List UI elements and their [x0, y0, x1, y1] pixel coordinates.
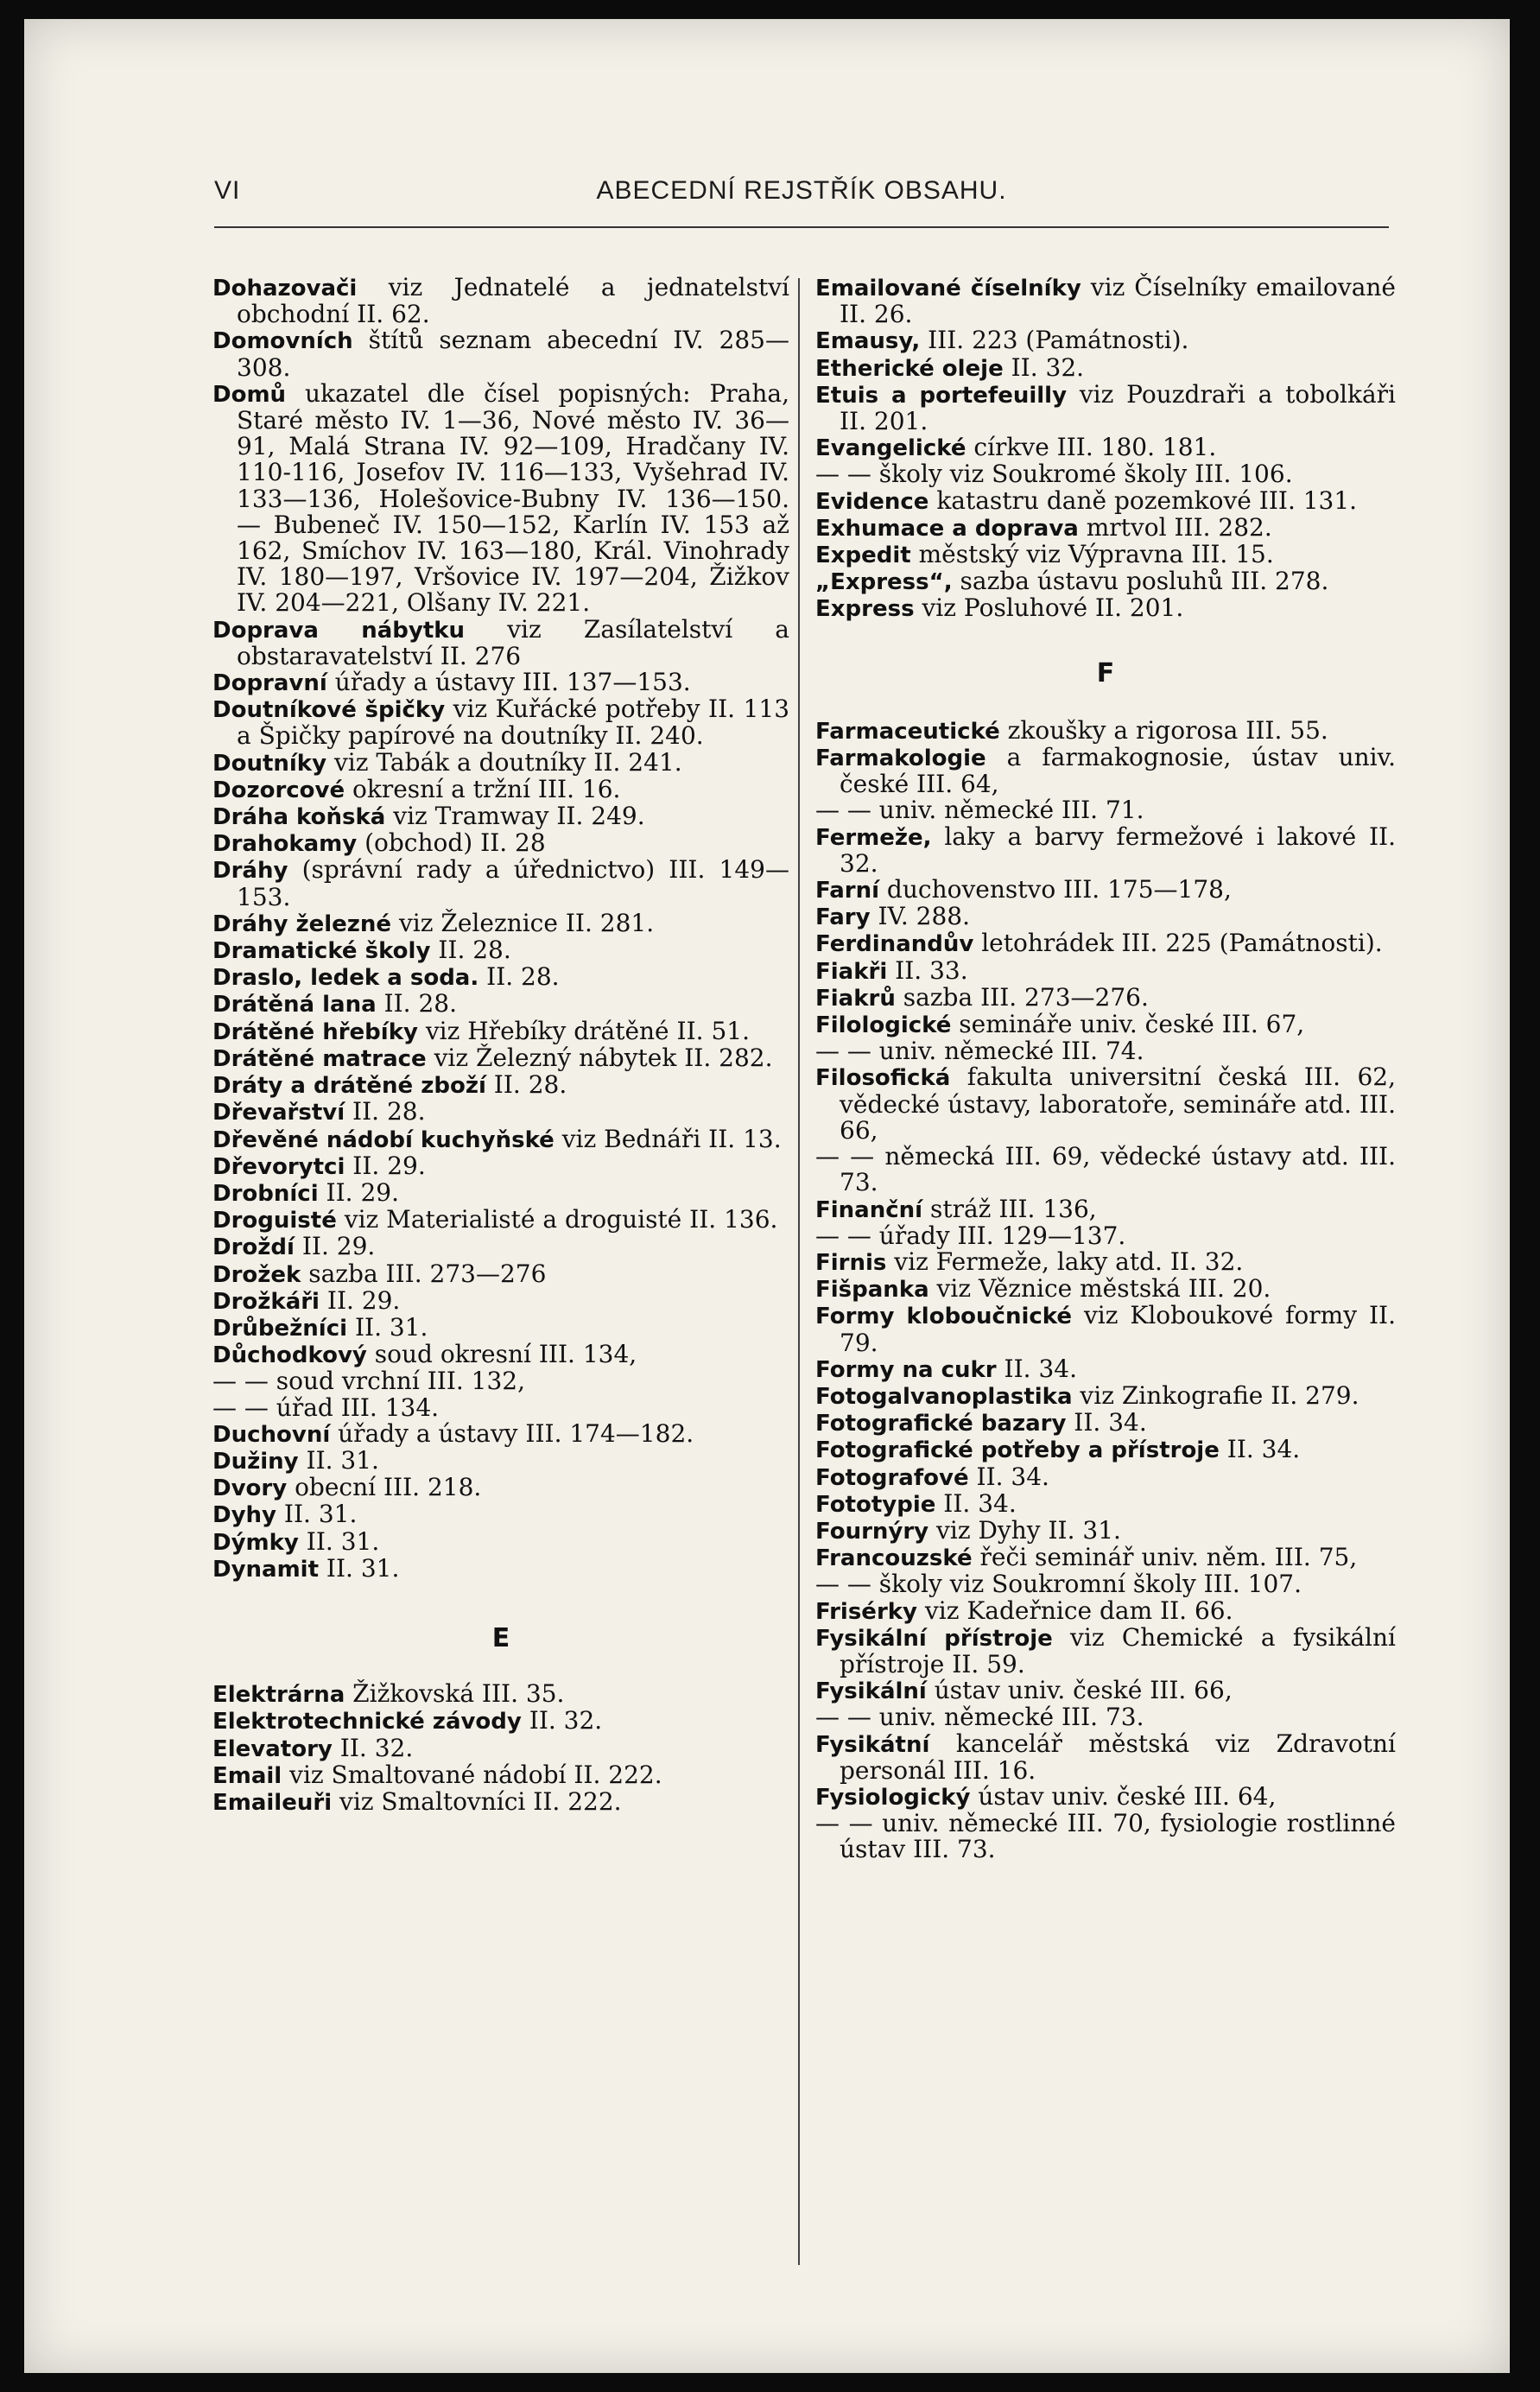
entry-headword: Dráhy: [212, 858, 288, 885]
entry-headword: Drůbežníci: [212, 1315, 348, 1342]
entry-text: okresní a tržní III. 16.: [345, 774, 621, 803]
entry-text: viz Hřebíky drátěné II. 51.: [417, 1016, 750, 1045]
index-entry: [212, 1072, 789, 1099]
entry-text: II. 32.: [332, 1733, 414, 1762]
entry-text: — — školy viz Soukromé školy III. 106.: [815, 460, 1293, 489]
index-entry: [212, 614, 790, 670]
index-entry: [212, 1708, 789, 1735]
entry-text: soud okresní III. 134,: [366, 1340, 637, 1369]
index-entry: [212, 1735, 789, 1762]
entry-headword: Emausy,: [815, 328, 921, 355]
entry-text: a farmakognosie, ústav univ. české III. 64,: [840, 743, 1396, 799]
entry-headword: Drobníci: [212, 1180, 319, 1207]
index-entry: [212, 275, 789, 327]
entry-text: viz Bednáři II. 13.: [554, 1124, 782, 1153]
index-entry: [815, 904, 1396, 930]
entry-text: viz Dyhy II. 31.: [928, 1515, 1121, 1545]
entry-headword: Doprava nábytku: [212, 617, 466, 644]
entry-headword: Emailované číselníky: [815, 276, 1081, 301]
entry-headword: Fišpanka: [815, 1277, 929, 1304]
index-entry: [212, 1018, 789, 1045]
entry-headword: Domů: [212, 381, 287, 408]
index-entry: [815, 1437, 1396, 1463]
index-entry: [815, 1731, 1396, 1784]
entry-headword: Express: [815, 596, 915, 623]
entry-headword: Farní: [815, 878, 880, 904]
entry-text: II. 34.: [935, 1488, 1017, 1518]
entry-headword: Drátěné matrace: [212, 1045, 427, 1072]
index-entry: [212, 910, 789, 937]
index-entry: [212, 696, 789, 749]
entry-headword: Fiakrů: [815, 985, 896, 1012]
index-entry: [212, 1501, 789, 1528]
index-entry: [815, 1545, 1396, 1571]
index-entry: [212, 1418, 789, 1448]
entry-text: laky a barvy fermežové i lakové II. 32.: [840, 822, 1396, 878]
entry-headword: Fysikální přístroje: [815, 1625, 1053, 1652]
entry-text: úřady a ústavy III. 137—153.: [326, 668, 691, 697]
entry-text: viz Zinkografie II. 279.: [1072, 1380, 1359, 1410]
entry-text: — — univ. německé III. 71.: [815, 796, 1144, 825]
entry-text: II. 34.: [968, 1462, 1049, 1491]
index-entry: [212, 803, 789, 830]
index-entry: [815, 1249, 1396, 1276]
page-title: ABECEDNÍ REJSTŘÍK OBSAHU.: [596, 176, 1007, 205]
index-entry: [815, 379, 1397, 436]
entry-text: viz Posluhové II. 201.: [914, 593, 1184, 623]
entry-headword: Francouzské: [815, 1545, 973, 1572]
entry-headword: Drátěné hřebíky: [212, 1018, 418, 1045]
entry-headword: Drožek: [212, 1261, 301, 1288]
entry-text: II. 34.: [1219, 1435, 1301, 1464]
index-entry: [212, 1681, 789, 1708]
entry-headword: Drahokamy: [212, 831, 358, 858]
entry-text: — — úřady III. 129—137.: [815, 1221, 1126, 1250]
entry-text: viz Kuřácké potřeby II. 113 a Špičky papírové na doutníky II. 240.: [237, 695, 790, 751]
entry-text: II. 29.: [294, 1232, 376, 1261]
entry-text: viz Číselníky emailované II. 26.: [840, 273, 1396, 329]
index-entry: [815, 1811, 1396, 1862]
entry-headword: Ferdinandův: [815, 931, 974, 958]
entry-text: mrtvol III. 282.: [1078, 512, 1272, 542]
index-entry: [212, 991, 789, 1018]
entry-headword: Droždí: [212, 1234, 295, 1261]
index-entry: [815, 1571, 1396, 1597]
index-entry: [212, 1177, 789, 1207]
entry-text: IV. 288.: [870, 902, 970, 931]
entry-text: — — soud vrchní III. 132,: [212, 1367, 526, 1396]
index-entry: [212, 1342, 789, 1368]
index-entry: [815, 1064, 1396, 1144]
index-entry: [815, 568, 1396, 595]
entry-headword: Elevatory: [212, 1735, 333, 1762]
entry-text: viz Kadeřnice dam II. 66.: [917, 1596, 1233, 1625]
entry-headword: Dýmky: [212, 1529, 299, 1556]
entry-headword: Fotografové: [815, 1464, 969, 1491]
index-entry: [815, 461, 1396, 487]
index-page: [24, 19, 1510, 2373]
entry-text: viz Jednatelé a jednatelství obchodní II. 62.: [237, 273, 789, 329]
entry-headword: Dužiny: [212, 1448, 299, 1475]
section-letter-e: E: [491, 1622, 510, 1653]
entry-text: sazba III. 273—276.: [895, 982, 1149, 1012]
index-entry: [815, 1464, 1396, 1491]
entry-headword: Filosofická: [815, 1065, 951, 1092]
column-divider: [798, 278, 800, 2265]
entry-headword: Drožkáři: [212, 1288, 320, 1315]
index-entry: [212, 1045, 789, 1072]
entry-text: II. 32.: [521, 1706, 603, 1735]
entry-headword: Fototypie: [815, 1491, 936, 1518]
entry-headword: Finanční: [815, 1196, 923, 1223]
entry-headword: Farmaceutické: [815, 718, 1000, 745]
entry-text: stráž III. 136,: [922, 1194, 1097, 1223]
index-entry: [815, 1276, 1396, 1303]
entry-text: viz Věznice městská III. 20.: [928, 1274, 1271, 1304]
entry-headword: Elektrotechnické závody: [212, 1709, 522, 1735]
entry-headword: Droguisté: [212, 1208, 337, 1234]
index-entry: [815, 1223, 1396, 1249]
entry-text: II. 31.: [298, 1526, 380, 1556]
right-entries: [815, 275, 1396, 623]
index-entry: [815, 1356, 1396, 1383]
entry-headword: Dřevěné nádobí kuchyňské: [212, 1126, 555, 1153]
entry-text: — — školy viz Soukromní školy III. 107.: [815, 1570, 1302, 1599]
entry-headword: Etuis a portefeuilly: [815, 382, 1068, 409]
entry-text: — — univ. německé III. 70, fysiologie rostlinné ústav III. 73.: [815, 1809, 1396, 1864]
index-entry: [815, 1781, 1396, 1811]
entry-text: — — univ. německé III. 73.: [815, 1703, 1144, 1732]
index-entry: [815, 797, 1396, 823]
entry-text: II. 32.: [1003, 352, 1085, 382]
index-entry: [212, 1099, 789, 1126]
entry-text: II. 29.: [319, 1285, 401, 1315]
index-entry: [212, 1553, 789, 1583]
entry-text: II. 28.: [345, 1097, 426, 1126]
entry-text: viz Zasílatelství a obstaravatelství II. 276: [237, 614, 790, 670]
entry-text: II. 29.: [318, 1177, 399, 1207]
index-entry: [212, 1153, 789, 1180]
index-entry: [212, 327, 789, 380]
entry-text: viz Pouzdraři a tobolkáři II. 201.: [840, 379, 1397, 436]
index-entry: [212, 1445, 789, 1475]
entry-headword: Fysikální: [815, 1678, 927, 1705]
index-entry: [212, 937, 789, 964]
entry-headword: Elektrárna: [212, 1682, 345, 1709]
entry-headword: Exhumace a doprava: [815, 515, 1079, 542]
index-entry: [212, 1762, 789, 1789]
index-entry: [815, 715, 1396, 745]
entry-text: (správní rady a úřednictvo) III. 149—153.: [237, 855, 789, 911]
entry-headword: Farmakologie: [815, 746, 986, 772]
page-header: [214, 176, 1389, 219]
entry-text: II. 29.: [345, 1151, 426, 1180]
entry-headword: Frisérky: [815, 1598, 918, 1625]
entry-headword: Dráhy železné: [212, 910, 392, 937]
entry-text: — — úřad III. 134.: [212, 1393, 440, 1422]
entry-headword: Fiakři: [815, 958, 888, 985]
entry-text: — — univ. německé III. 74.: [815, 1037, 1144, 1066]
entry-text: II. 31.: [347, 1312, 428, 1342]
index-entry: [815, 1704, 1396, 1730]
index-entry: [815, 1488, 1396, 1518]
entry-text: ústav univ. české III. 64,: [970, 1781, 1277, 1811]
right-entries-f: [815, 715, 1396, 1864]
entry-headword: Dráha koňská: [212, 804, 386, 831]
entry-headword: Důchodkový: [212, 1342, 367, 1369]
entry-headword: Domovních: [212, 328, 353, 355]
entry-text: (obchod) II. 28: [357, 828, 546, 858]
entry-text: ukazatel dle čísel popisných: Praha, Staré město IV. 1—36, Nové město IV. 36—91, Malá Strana IV. 92—109, Hradčany IV. 110-116, Josefov IV. 116—133, Vyšehrad IV. 133—136, Holešovice-Bubny IV. 136—150. — Bubeneč IV. 150—152, Karlín IV. 153 až 162, Smíchov IV. 163—180, Král. Vinohrady IV. 180—197, Vršovice IV. 197—204, Žižkov IV. 204—221, Olšany IV. 221.: [237, 378, 789, 618]
entry-headword: Dřevařství: [212, 1100, 345, 1126]
index-entry: [815, 542, 1396, 568]
entry-headword: Drátěná lana: [212, 992, 377, 1018]
entry-headword: Email: [212, 1762, 282, 1789]
index-entry: [212, 830, 789, 857]
entry-headword: Fotogalvanoplastika: [815, 1383, 1073, 1410]
page-number: VI: [214, 176, 241, 205]
entry-headword: Filologické: [815, 1012, 952, 1039]
index-entry: [815, 512, 1396, 542]
entry-headword: Fysikátní: [815, 1731, 930, 1758]
index-entry: [815, 352, 1396, 382]
entry-text: II. 28.: [485, 1070, 567, 1100]
entry-text: viz Železnice II. 281.: [391, 908, 655, 937]
index-entry: [212, 669, 789, 696]
entry-text: městský viz Výpravna III. 15.: [910, 540, 1274, 569]
entry-headword: Doutníkové špičky: [212, 697, 446, 724]
entry-headword: Dráty a drátěné zboží: [212, 1073, 486, 1100]
left-entries-e: [212, 1681, 789, 1816]
index-entry: [212, 1368, 789, 1394]
index-entry: [212, 1285, 789, 1315]
entry-headword: Fermeže,: [815, 824, 932, 851]
index-entry: [815, 955, 1396, 985]
entry-text: II. 28.: [430, 936, 511, 965]
entry-text: viz Tabák a doutníky II. 241.: [326, 747, 682, 777]
entry-headword: Dozorcové: [212, 777, 345, 803]
entry-text: semináře univ. české III. 67,: [951, 1010, 1305, 1039]
entry-headword: „Express“,: [815, 569, 953, 596]
entry-headword: Emaileuři: [212, 1789, 333, 1816]
entry-headword: Doutníky: [212, 750, 327, 777]
entry-text: obecní III. 218.: [287, 1473, 482, 1502]
entry-text: II. 28.: [376, 989, 457, 1018]
index-entry: [212, 857, 789, 910]
entry-headword: Dřevorytci: [212, 1153, 345, 1180]
index-entry: [815, 824, 1396, 877]
left-column: [212, 275, 789, 1816]
entry-text: Žižkovská III. 35.: [345, 1679, 565, 1709]
entry-text: úřady a ústavy III. 174—182.: [330, 1418, 694, 1448]
index-entry: [212, 747, 789, 777]
entry-text: zkoušky a rigorosa III. 55.: [999, 715, 1328, 745]
entry-text: sazba III. 273—276: [301, 1259, 547, 1288]
entry-text: viz Chemické a fysikální přístroje II. 59.: [840, 1622, 1396, 1678]
index-entry: [815, 1303, 1396, 1355]
entry-text: viz Materialisté a droguisté II. 136.: [336, 1205, 778, 1234]
left-entries: [212, 275, 789, 1583]
entry-headword: Duchovní: [212, 1421, 331, 1448]
index-entry: [212, 378, 789, 618]
index-entry: [815, 1515, 1396, 1545]
index-entry: [815, 595, 1396, 622]
index-entry: [212, 1312, 789, 1342]
index-entry: [815, 1144, 1396, 1196]
entry-text: — — německá III. 69, vědecké ústavy atd. III. 73.: [815, 1142, 1396, 1197]
entry-text: duchovenstvo III. 175—178,: [879, 875, 1232, 904]
entry-text: viz Smaltované nádobí II. 222.: [282, 1760, 662, 1789]
entry-headword: Dynamit: [212, 1556, 320, 1583]
entry-text: letohrádek III. 225 (Památnosti).: [973, 929, 1383, 958]
entry-headword: Firnis: [815, 1249, 887, 1276]
index-entry: [815, 982, 1396, 1012]
index-entry: [815, 1038, 1396, 1064]
index-entry: [815, 1598, 1396, 1625]
index-entry: [815, 877, 1396, 904]
entry-headword: Fary: [815, 904, 871, 931]
entry-text: II. 31.: [276, 1500, 358, 1529]
entry-text: viz Kloboukové formy II. 79.: [840, 1301, 1396, 1357]
entry-headword: Fournýry: [815, 1518, 929, 1545]
index-entry: [212, 774, 789, 803]
entry-text: církve III. 180. 181.: [966, 433, 1217, 462]
entry-headword: Evangelické: [815, 435, 966, 462]
entry-text: III. 223 (Památnosti).: [920, 326, 1189, 355]
entry-text: II. 31.: [298, 1445, 379, 1475]
entry-text: viz Smaltovníci II. 222.: [332, 1786, 622, 1816]
entry-headword: Fotografické bazary: [815, 1411, 1067, 1437]
entry-headword: Fotografické potřeby a přístroje: [815, 1437, 1220, 1464]
entry-headword: Dohazovači: [212, 276, 358, 301]
entry-text: kancelář městská viz Zdravotní personál III. 16.: [840, 1729, 1396, 1785]
index-entry: [815, 1380, 1396, 1410]
entry-headword: Formy kloboučnické: [815, 1304, 1073, 1330]
index-entry: [212, 964, 789, 991]
entry-text: sazba ústavu posluhů III. 278.: [952, 567, 1329, 596]
entry-headword: Formy na cukr: [815, 1356, 997, 1383]
right-column: [815, 275, 1396, 1863]
index-entry: [212, 1261, 789, 1288]
index-entry: [212, 1475, 789, 1501]
index-entry: [815, 435, 1396, 461]
entry-text: II. 28.: [478, 962, 560, 992]
entry-headword: Fysiologický: [815, 1784, 971, 1811]
index-entry: [815, 930, 1396, 957]
index-entry: [212, 1526, 789, 1556]
entry-headword: Evidence: [815, 488, 929, 515]
header-rule: [214, 226, 1389, 228]
entry-text: řeči seminář univ. něm. III. 75,: [972, 1543, 1358, 1572]
entry-text: fakulta universitní česká III. 62, vědecké ústavy, laboratoře, semináře atd. III. 66,: [840, 1063, 1396, 1145]
entry-text: viz Tramway II. 249.: [385, 802, 645, 831]
entry-text: viz Železný nábytek II. 282.: [426, 1043, 773, 1072]
index-entry: [815, 1196, 1396, 1223]
entry-headword: Dramatické školy: [212, 938, 431, 965]
entry-headword: Expedit: [815, 542, 911, 569]
section-letter-f: F: [1096, 657, 1115, 688]
index-entry: [815, 327, 1396, 354]
index-entry: [212, 1234, 789, 1260]
index-entry: [815, 1012, 1396, 1038]
entry-text: II. 34.: [996, 1354, 1077, 1383]
index-entry: [815, 1678, 1396, 1704]
entry-text: II. 34.: [1066, 1408, 1147, 1437]
index-entry: [815, 485, 1396, 515]
index-entry: [212, 1786, 789, 1816]
index-entry: [212, 1207, 789, 1234]
entry-text: štítů seznam abecední IV. 285—308.: [237, 326, 789, 382]
index-entry: [815, 1410, 1396, 1437]
entry-headword: Draslo, ledek a soda.: [212, 965, 479, 992]
index-entry: [815, 1622, 1396, 1678]
entry-headword: Dopravní: [212, 670, 327, 697]
entry-headword: Dyhy: [212, 1502, 276, 1529]
entry-text: katastru daně pozemkové III. 131.: [928, 485, 1358, 515]
entry-headword: Etherické oleje: [815, 355, 1004, 382]
entry-text: ústav univ. české III. 66,: [926, 1676, 1233, 1705]
index-entry: [212, 1395, 789, 1421]
entry-text: II. 31.: [319, 1553, 400, 1583]
index-entry: [815, 745, 1396, 797]
entry-text: viz Fermeže, laky atd. II. 32.: [886, 1247, 1244, 1276]
entry-text: II. 33.: [887, 955, 968, 985]
entry-headword: Dvory: [212, 1475, 288, 1502]
index-entry: [212, 1126, 789, 1153]
index-entry: [815, 275, 1396, 327]
